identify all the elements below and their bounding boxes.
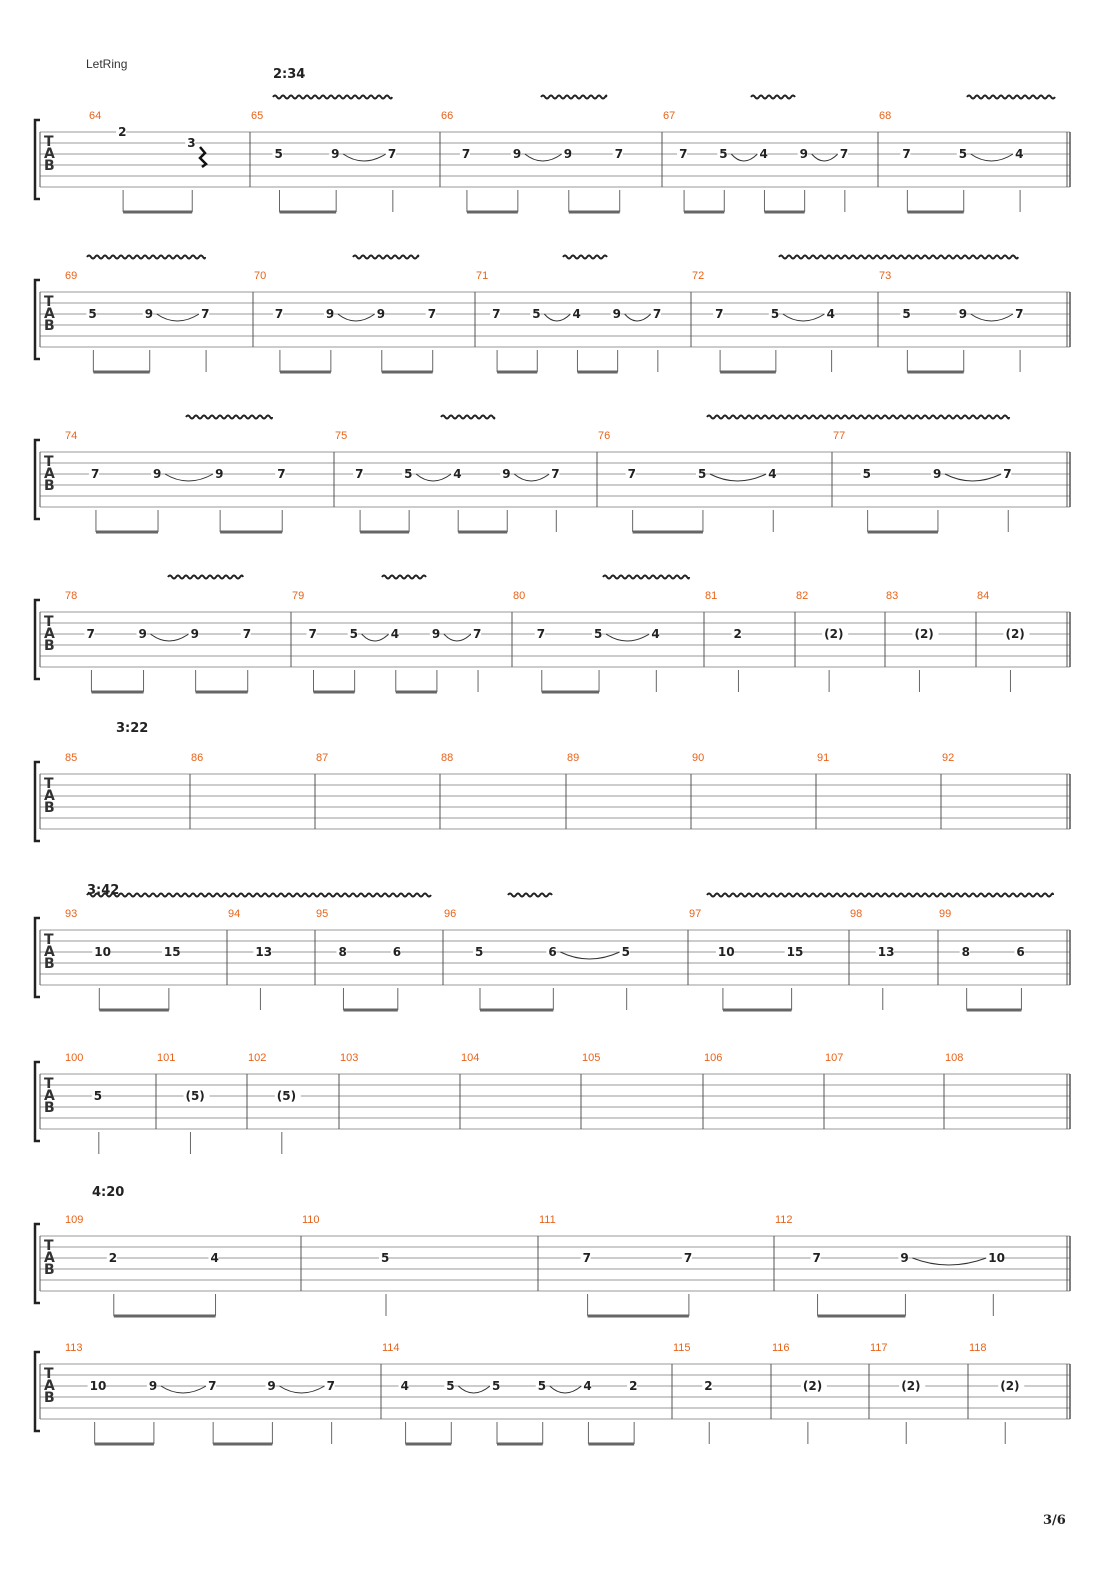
- staff-system: [35, 416, 1070, 533]
- fret-number: 9: [502, 467, 511, 481]
- tie-arc: [416, 474, 451, 481]
- measure-number: 80: [513, 590, 526, 602]
- fret-number: 4: [400, 1379, 409, 1393]
- fret-number: (2): [1000, 1379, 1020, 1393]
- fret-number: 13: [877, 945, 895, 959]
- fret-number: 5: [594, 627, 603, 641]
- staff-system: [35, 1185, 1070, 1316]
- fret-number: 10: [717, 945, 735, 959]
- tie-arc: [560, 952, 619, 959]
- fret-number: 6: [548, 945, 557, 959]
- fret-number: 10: [988, 1251, 1006, 1265]
- tie-arc: [458, 1386, 490, 1393]
- tab-clef-letter: A: [44, 1088, 55, 1104]
- measure-number: 102: [248, 1052, 267, 1064]
- fret-number: 5: [404, 467, 413, 481]
- tab-clef-letter: B: [44, 318, 55, 334]
- measure-number: 76: [598, 430, 611, 442]
- tab-clef-letter: B: [44, 956, 55, 972]
- measure-number: 101: [157, 1052, 176, 1064]
- measure-number: 104: [461, 1052, 480, 1064]
- vibrato-mark: [967, 96, 1055, 99]
- fret-number: 9: [267, 1379, 276, 1393]
- fret-number: (2): [802, 1379, 823, 1393]
- vibrato-mark: [382, 576, 426, 579]
- fret-number: 2: [118, 125, 127, 139]
- fret-number: 9: [331, 147, 340, 161]
- vibrato-mark: [87, 894, 431, 897]
- vibrato-mark: [87, 256, 205, 259]
- measure-number: 107: [825, 1052, 844, 1064]
- vibrato-mark: [707, 894, 1053, 897]
- fret-number: 5: [902, 307, 911, 321]
- tab-clef-letter: A: [44, 466, 55, 482]
- tie-arc: [606, 634, 649, 641]
- staff-system: [35, 67, 1070, 212]
- system-bracket: [35, 918, 40, 997]
- fret-number: 2: [733, 627, 742, 641]
- fret-number: (5): [185, 1089, 205, 1103]
- measure-number: 79: [292, 590, 305, 602]
- fret-number: 7: [308, 627, 317, 641]
- fret-number: 7: [473, 627, 482, 641]
- measure-number: 81: [705, 590, 718, 602]
- measure-number: 103: [340, 1052, 359, 1064]
- fret-number: 4: [1015, 147, 1024, 161]
- tab-clef-letter: T: [44, 1076, 54, 1092]
- measure-number: 73: [879, 270, 892, 282]
- tie-arc: [514, 474, 549, 481]
- fret-number: 7: [355, 467, 364, 481]
- fret-number: 9: [799, 147, 809, 161]
- fret-number: 9: [144, 307, 154, 321]
- vibrato-mark: [168, 576, 243, 579]
- fret-number: 7: [492, 307, 501, 321]
- measure-number: 71: [476, 270, 489, 282]
- fret-number: 7: [86, 627, 95, 641]
- measure-number: 118: [969, 1342, 987, 1354]
- fret-number: 9: [900, 1251, 909, 1265]
- measure-number: 99: [939, 908, 952, 920]
- tie-arc: [544, 314, 570, 321]
- measure-number: 88: [441, 752, 454, 764]
- system-bracket: [35, 762, 40, 841]
- system-bracket: [35, 1062, 40, 1141]
- tie-arc: [362, 634, 389, 641]
- fret-number: 7: [679, 147, 688, 161]
- fret-number: 7: [90, 467, 100, 481]
- fret-number: 5: [532, 307, 541, 321]
- tie-arc: [731, 154, 757, 161]
- fret-number: 9: [932, 467, 942, 481]
- tab-clef-letter: B: [44, 1262, 55, 1278]
- fret-number: 7: [551, 467, 560, 481]
- fret-number: 5: [381, 1251, 390, 1265]
- tab-clef-letter: T: [44, 134, 54, 150]
- tab-clef-letter: T: [44, 454, 54, 470]
- fret-number: 4: [583, 1379, 592, 1393]
- fret-number: 3: [187, 136, 196, 150]
- measure-number: 77: [833, 430, 846, 442]
- let-ring-label: LetRing: [86, 57, 128, 71]
- fret-number: 5: [621, 945, 631, 959]
- system-bracket: [35, 280, 40, 359]
- tie-arc: [710, 474, 766, 481]
- fret-number: (2): [914, 627, 934, 641]
- fret-number: 7: [274, 307, 284, 321]
- fret-number: 5: [697, 467, 707, 481]
- system-bracket: [35, 120, 40, 199]
- tab-clef-letter: T: [44, 1238, 54, 1254]
- vibrato-mark: [563, 256, 607, 259]
- staff-system: [35, 256, 1070, 373]
- fret-number: 7: [812, 1251, 821, 1265]
- fret-number: 7: [1015, 307, 1024, 321]
- fret-number: 5: [88, 307, 97, 321]
- measure-number: 116: [772, 1342, 790, 1354]
- fret-number: 7: [715, 307, 724, 321]
- staff-system: [35, 1052, 1070, 1154]
- tab-clef-letter: B: [44, 478, 55, 494]
- staff-system: [35, 883, 1070, 1010]
- fret-number: 5: [475, 945, 484, 959]
- vibrato-mark: [779, 256, 1018, 259]
- staff-system: [35, 576, 1070, 693]
- fret-number: 9: [431, 627, 441, 641]
- fret-number: 5: [770, 307, 780, 321]
- fret-number: 7: [652, 307, 662, 321]
- measure-number: 100: [65, 1052, 84, 1064]
- fret-number: (5): [276, 1089, 297, 1103]
- fret-number: 6: [392, 945, 402, 959]
- tab-clef-letter: B: [44, 1390, 55, 1406]
- tab-clef-letter: T: [44, 932, 54, 948]
- fret-number: 7: [536, 627, 546, 641]
- measure-number: 105: [582, 1052, 601, 1064]
- measure-number: 82: [796, 590, 809, 602]
- fret-number: 7: [326, 1379, 336, 1393]
- vibrato-mark: [508, 894, 552, 897]
- fret-number: 5: [446, 1379, 455, 1393]
- vibrato-mark: [707, 416, 1009, 419]
- fret-number: 5: [537, 1379, 547, 1393]
- fret-number: 4: [826, 307, 835, 321]
- tie-arc: [945, 474, 1001, 481]
- tab-clef-letter: A: [44, 626, 55, 642]
- fret-number: 7: [1003, 467, 1012, 481]
- measure-number: 72: [692, 270, 705, 282]
- measure-number: 74: [65, 430, 78, 442]
- fret-number: 7: [627, 467, 636, 481]
- fret-number: 2: [108, 1251, 118, 1265]
- measure-number: 115: [673, 1342, 691, 1354]
- measure-number: 90: [692, 752, 705, 764]
- measure-number: 91: [817, 752, 830, 764]
- fret-number: 7: [582, 1251, 591, 1265]
- measure-number: 94: [228, 908, 241, 920]
- tie-arc: [550, 1386, 582, 1393]
- measure-number: 93: [65, 908, 78, 920]
- fret-number: (2): [824, 627, 844, 641]
- measure-number: 97: [689, 908, 702, 920]
- fret-number: 9: [148, 1379, 158, 1393]
- time-marker: 3:42: [87, 883, 120, 898]
- fret-number: (2): [1005, 627, 1025, 641]
- fret-number: 8: [961, 945, 971, 959]
- measure-number: 65: [251, 110, 264, 122]
- fret-number: 5: [719, 147, 728, 161]
- fret-number: 7: [427, 307, 437, 321]
- measure-number: 69: [65, 270, 78, 282]
- fret-number: 7: [902, 147, 911, 161]
- measure-number: 70: [254, 270, 267, 282]
- tab-clef-letter: A: [44, 944, 55, 960]
- fret-number: 9: [958, 307, 968, 321]
- staff-system: [35, 1342, 1070, 1444]
- fret-number: 5: [93, 1089, 103, 1103]
- time-marker: 3:22: [116, 721, 149, 736]
- tie-arc: [165, 474, 213, 481]
- system-bracket: [35, 440, 40, 519]
- tab-clef-letter: A: [44, 1378, 55, 1394]
- measure-number: 67: [663, 110, 676, 122]
- fret-number: 7: [201, 307, 210, 321]
- measure-number: 89: [567, 752, 580, 764]
- measure-number: 98: [850, 908, 863, 920]
- fret-number: 13: [255, 945, 273, 959]
- tab-clef-letter: A: [44, 306, 55, 322]
- tie-arc: [444, 634, 471, 641]
- time-marker: 2:34: [273, 67, 306, 82]
- fret-number: 9: [376, 307, 386, 321]
- tab-clef-letter: A: [44, 146, 55, 162]
- quarter-rest: [200, 147, 206, 167]
- tab-clef-letter: B: [44, 638, 55, 654]
- fret-number: 7: [242, 627, 252, 641]
- measure-number: 95: [316, 908, 329, 920]
- fret-number: 10: [94, 945, 112, 959]
- tie-arc: [783, 314, 825, 321]
- staff-system: [35, 721, 1070, 841]
- fret-number: 15: [786, 945, 804, 959]
- measure-number: 114: [382, 1342, 400, 1354]
- tab-clef-letter: A: [44, 788, 55, 804]
- tab-clef-letter: T: [44, 294, 54, 310]
- fret-number: 10: [89, 1379, 107, 1393]
- tie-arc: [343, 154, 386, 161]
- fret-number: 7: [839, 147, 849, 161]
- measure-number: 64: [89, 110, 102, 122]
- measure-number: 68: [879, 110, 892, 122]
- tie-arc: [625, 314, 651, 321]
- system-bracket: [35, 1352, 40, 1431]
- fret-number: 9: [215, 467, 224, 481]
- tab-clef-letter: A: [44, 1250, 55, 1266]
- measure-number: 92: [942, 752, 955, 764]
- fret-number: 7: [277, 467, 286, 481]
- tab-clef-letter: T: [44, 614, 54, 630]
- fret-number: 9: [325, 307, 335, 321]
- measure-number: 66: [441, 110, 454, 122]
- vibrato-mark: [751, 96, 795, 99]
- page-number: 3/6: [1043, 1513, 1066, 1528]
- vibrato-mark: [603, 576, 689, 579]
- tab-clef-letter: B: [44, 1100, 55, 1116]
- tie-arc: [525, 154, 562, 161]
- measure-number: 86: [191, 752, 204, 764]
- fret-number: 4: [759, 147, 768, 161]
- measure-number: 75: [335, 430, 348, 442]
- tie-arc: [279, 1386, 324, 1393]
- measure-number: 87: [316, 752, 329, 764]
- tie-arc: [912, 1258, 986, 1265]
- measure-number: 108: [945, 1052, 964, 1064]
- fret-number: 5: [862, 467, 871, 481]
- fret-number: 4: [572, 307, 581, 321]
- measure-number: 117: [870, 1342, 888, 1354]
- tie-arc: [151, 634, 189, 641]
- tab-clef-letter: T: [44, 776, 54, 792]
- measure-number: 83: [886, 590, 899, 602]
- measure-number: 113: [65, 1342, 83, 1354]
- fret-number: 4: [210, 1251, 219, 1265]
- measure-number: 106: [704, 1052, 723, 1064]
- vibrato-mark: [541, 96, 606, 99]
- tie-arc: [338, 314, 375, 321]
- fret-number: 8: [338, 945, 347, 959]
- measure-number: 109: [65, 1214, 84, 1226]
- vibrato-mark: [353, 256, 418, 259]
- tab-clef-letter: B: [44, 158, 55, 174]
- measure-number: 85: [65, 752, 78, 764]
- vibrato-mark: [441, 416, 494, 419]
- fret-number: 9: [563, 147, 573, 161]
- tie-arc: [161, 1386, 206, 1393]
- fret-number: 5: [492, 1379, 501, 1393]
- fret-number: 9: [153, 467, 162, 481]
- fret-number: 7: [683, 1251, 693, 1265]
- fret-number: 2: [629, 1379, 638, 1393]
- vibrato-mark: [273, 96, 392, 99]
- measure-number: 112: [775, 1214, 793, 1226]
- tie-arc: [812, 154, 838, 161]
- system-bracket: [35, 600, 40, 679]
- time-marker: 4:20: [92, 1185, 125, 1200]
- tie-arc: [971, 154, 1013, 161]
- measure-number: 111: [539, 1214, 556, 1226]
- fret-number: 7: [387, 147, 397, 161]
- fret-number: 5: [958, 147, 968, 161]
- fret-number: (2): [901, 1379, 921, 1393]
- measure-number: 110: [302, 1214, 320, 1226]
- measure-number: 96: [444, 908, 457, 920]
- vibrato-mark: [186, 416, 272, 419]
- fret-number: 7: [208, 1379, 217, 1393]
- fret-number: 9: [512, 147, 522, 161]
- tie-arc: [157, 314, 199, 321]
- fret-number: 5: [349, 627, 359, 641]
- fret-number: 4: [390, 627, 400, 641]
- tie-arc: [971, 314, 1013, 321]
- fret-number: 5: [274, 147, 283, 161]
- fret-number: 9: [138, 627, 147, 641]
- fret-number: 6: [1016, 945, 1025, 959]
- measure-number: 78: [65, 590, 78, 602]
- fret-number: 4: [453, 467, 462, 481]
- fret-number: 9: [612, 307, 622, 321]
- measure-number: 84: [977, 590, 990, 602]
- fret-number: 4: [768, 467, 777, 481]
- fret-number: 15: [163, 945, 181, 959]
- system-bracket: [35, 1224, 40, 1303]
- fret-number: 7: [614, 147, 624, 161]
- fret-number: 9: [190, 627, 199, 641]
- tab-clef-letter: T: [44, 1366, 54, 1382]
- fret-number: 2: [704, 1379, 713, 1393]
- fret-number: 7: [461, 147, 471, 161]
- fret-number: 4: [651, 627, 660, 641]
- tab-clef-letter: B: [44, 800, 55, 816]
